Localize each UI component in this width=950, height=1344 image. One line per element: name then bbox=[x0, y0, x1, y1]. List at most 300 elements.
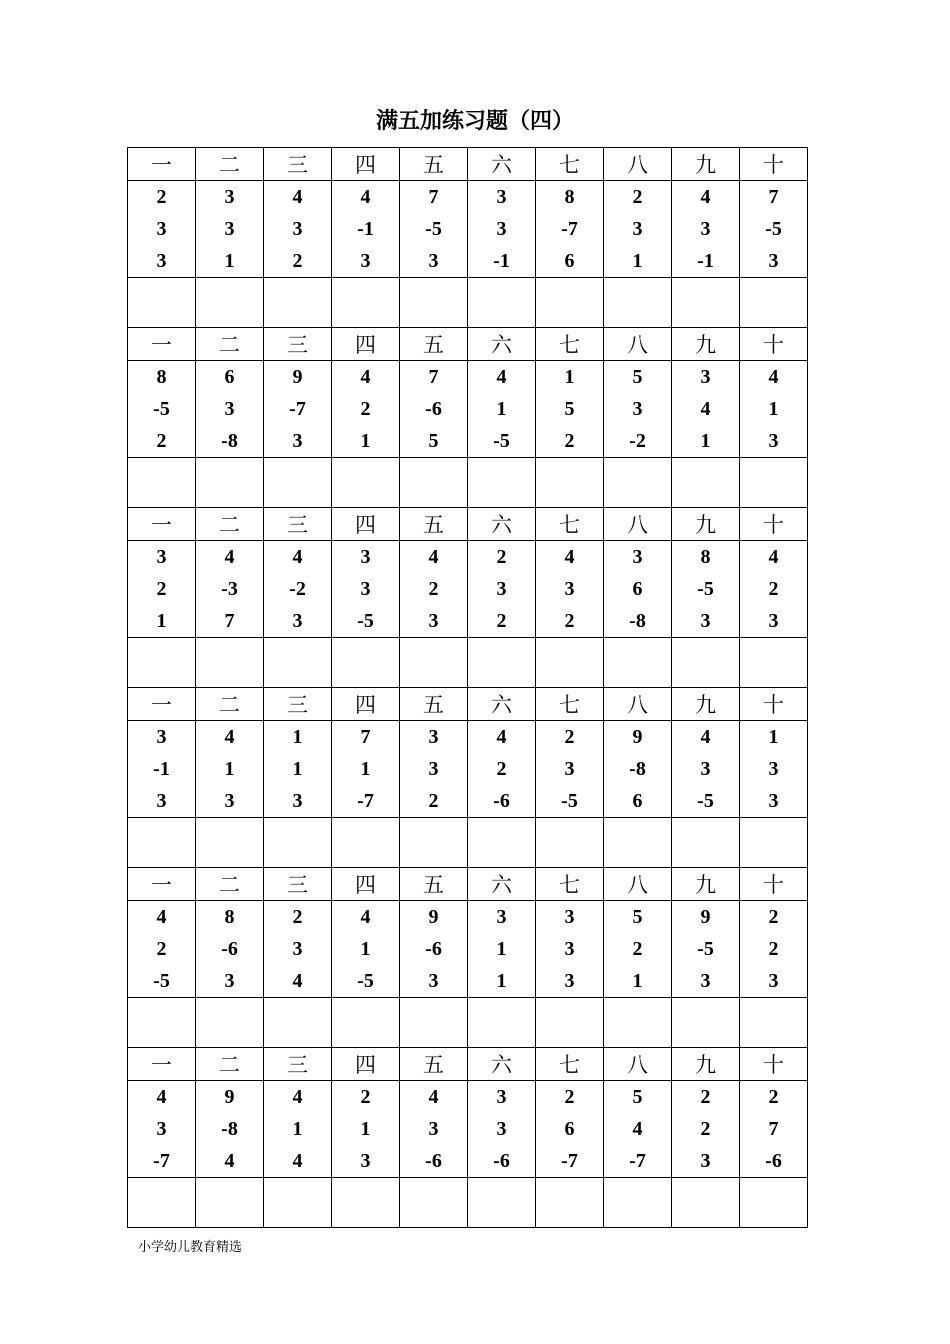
answer-cell[interactable] bbox=[264, 1178, 332, 1228]
answer-cell[interactable] bbox=[128, 458, 196, 508]
problem-number: 2 bbox=[496, 546, 507, 568]
problem-cell bbox=[400, 1081, 468, 1178]
problem-cell bbox=[468, 721, 536, 818]
problem-cell bbox=[332, 1081, 400, 1178]
problem-cell bbox=[196, 901, 264, 998]
problem-number: 4 bbox=[292, 546, 303, 568]
problem-number: -5 bbox=[561, 790, 578, 812]
answer-cell[interactable] bbox=[400, 818, 468, 868]
problem-number: 3 bbox=[564, 938, 575, 960]
problem-row bbox=[128, 721, 808, 818]
header-row bbox=[128, 148, 808, 181]
answer-cell[interactable] bbox=[740, 458, 808, 508]
problem-number: 1 bbox=[700, 430, 711, 452]
column-header: 四 bbox=[332, 1048, 400, 1081]
problem-number: 3 bbox=[428, 250, 439, 272]
answer-row bbox=[128, 1178, 808, 1228]
problem-number: 3 bbox=[292, 610, 303, 632]
problem-number: 3 bbox=[428, 1118, 439, 1140]
problem-row bbox=[128, 541, 808, 638]
problem-row bbox=[128, 181, 808, 278]
problem-number: 2 bbox=[768, 938, 779, 960]
answer-cell[interactable] bbox=[128, 278, 196, 328]
answer-cell[interactable] bbox=[468, 1178, 536, 1228]
answer-cell[interactable] bbox=[672, 818, 740, 868]
answer-cell[interactable] bbox=[536, 638, 604, 688]
problem-number: 3 bbox=[360, 250, 371, 272]
problem-number: 5 bbox=[632, 366, 643, 388]
column-header: 九 bbox=[672, 328, 740, 361]
footer-text: 小学幼儿教育精选 bbox=[138, 1240, 243, 1255]
problem-number: 1 bbox=[632, 970, 643, 992]
answer-cell[interactable] bbox=[740, 1178, 808, 1228]
problem-number: 4 bbox=[292, 970, 303, 992]
answer-cell[interactable] bbox=[468, 638, 536, 688]
column-header: 七 bbox=[536, 688, 604, 721]
problem-number: 9 bbox=[700, 906, 711, 928]
problem-cell bbox=[604, 901, 672, 998]
column-header: 七 bbox=[536, 328, 604, 361]
problem-number: 3 bbox=[768, 970, 779, 992]
answer-row bbox=[128, 638, 808, 688]
problem-number: 8 bbox=[156, 366, 167, 388]
problem-number: 3 bbox=[292, 938, 303, 960]
problem-cell bbox=[672, 361, 740, 458]
column-header: 九 bbox=[672, 868, 740, 901]
problem-number: 3 bbox=[496, 578, 507, 600]
problem-number: 6 bbox=[632, 790, 643, 812]
column-header: 十 bbox=[740, 508, 808, 541]
answer-cell[interactable] bbox=[672, 998, 740, 1048]
problem-number: 1 bbox=[768, 726, 779, 748]
answer-row bbox=[128, 998, 808, 1048]
problem-number: 4 bbox=[496, 366, 507, 388]
problem-cell bbox=[264, 181, 332, 278]
answer-cell[interactable] bbox=[740, 818, 808, 868]
problem-cell bbox=[128, 181, 196, 278]
problem-number: 7 bbox=[224, 610, 235, 632]
problem-number: 3 bbox=[156, 546, 167, 568]
problem-number: 4 bbox=[156, 906, 167, 928]
problem-number: 9 bbox=[292, 366, 303, 388]
problem-cell bbox=[264, 721, 332, 818]
column-header: 二 bbox=[196, 868, 264, 901]
problem-number: 2 bbox=[156, 186, 167, 208]
answer-cell[interactable] bbox=[672, 278, 740, 328]
problem-cell bbox=[400, 361, 468, 458]
problem-number: 9 bbox=[632, 726, 643, 748]
problem-number: 4 bbox=[292, 1086, 303, 1108]
problem-number: 1 bbox=[224, 250, 235, 272]
problem-cell bbox=[604, 1081, 672, 1178]
answer-cell[interactable] bbox=[740, 998, 808, 1048]
problem-number: 2 bbox=[156, 578, 167, 600]
answer-cell[interactable] bbox=[672, 638, 740, 688]
problem-number: -6 bbox=[493, 1150, 510, 1172]
problem-number: 1 bbox=[156, 610, 167, 632]
answer-cell[interactable] bbox=[536, 278, 604, 328]
problem-cell bbox=[196, 1081, 264, 1178]
problem-number: 3 bbox=[224, 398, 235, 420]
problem-number: 3 bbox=[496, 906, 507, 928]
answer-cell[interactable] bbox=[332, 818, 400, 868]
column-header: 二 bbox=[196, 148, 264, 181]
column-header: 五 bbox=[400, 328, 468, 361]
answer-cell[interactable] bbox=[672, 458, 740, 508]
answer-cell[interactable] bbox=[332, 998, 400, 1048]
problem-number: 4 bbox=[360, 906, 371, 928]
page-title: 满五加练习题（四） bbox=[375, 109, 574, 134]
column-header: 一 bbox=[128, 1048, 196, 1081]
problem-number: 7 bbox=[768, 1118, 779, 1140]
problem-number: -1 bbox=[153, 758, 170, 780]
answer-cell[interactable] bbox=[264, 458, 332, 508]
problem-number: 3 bbox=[224, 186, 235, 208]
problem-cell bbox=[332, 361, 400, 458]
problem-cell bbox=[672, 1081, 740, 1178]
problem-number: 3 bbox=[360, 578, 371, 600]
problem-number: 1 bbox=[768, 398, 779, 420]
problem-number: 8 bbox=[564, 186, 575, 208]
problem-cell bbox=[468, 361, 536, 458]
problem-number: 9 bbox=[428, 906, 439, 928]
problem-number: 2 bbox=[292, 250, 303, 272]
answer-cell[interactable] bbox=[332, 278, 400, 328]
answer-cell[interactable] bbox=[264, 638, 332, 688]
answer-cell[interactable] bbox=[196, 638, 264, 688]
problem-cell bbox=[672, 721, 740, 818]
problem-number: -5 bbox=[697, 790, 714, 812]
problem-number: 3 bbox=[156, 1118, 167, 1140]
problem-number: -2 bbox=[289, 578, 306, 600]
problem-cell bbox=[332, 721, 400, 818]
problem-number: 3 bbox=[428, 610, 439, 632]
problem-number: 6 bbox=[632, 578, 643, 600]
answer-cell[interactable] bbox=[468, 278, 536, 328]
column-header: 七 bbox=[536, 868, 604, 901]
problem-number: 3 bbox=[700, 366, 711, 388]
problem-number: -7 bbox=[153, 1150, 170, 1172]
problem-number: 2 bbox=[564, 726, 575, 748]
problem-cell bbox=[400, 721, 468, 818]
problem-number: -6 bbox=[221, 938, 238, 960]
answer-cell[interactable] bbox=[604, 818, 672, 868]
problem-number: -8 bbox=[221, 430, 238, 452]
column-header: 三 bbox=[264, 148, 332, 181]
problem-number: 3 bbox=[292, 790, 303, 812]
column-header: 八 bbox=[604, 148, 672, 181]
problem-cell bbox=[536, 901, 604, 998]
problem-cell bbox=[740, 181, 808, 278]
problem-number: 7 bbox=[768, 186, 779, 208]
answer-cell[interactable] bbox=[400, 638, 468, 688]
problem-cell bbox=[536, 1081, 604, 1178]
problem-number: 4 bbox=[564, 546, 575, 568]
problem-number: -1 bbox=[697, 250, 714, 272]
answer-cell[interactable] bbox=[604, 638, 672, 688]
problem-number: 2 bbox=[564, 1086, 575, 1108]
problem-number: 1 bbox=[360, 430, 371, 452]
problem-cell bbox=[468, 1081, 536, 1178]
problem-number: 1 bbox=[360, 758, 371, 780]
problem-number: 3 bbox=[700, 610, 711, 632]
column-header: 二 bbox=[196, 508, 264, 541]
column-header: 一 bbox=[128, 868, 196, 901]
answer-cell[interactable] bbox=[332, 638, 400, 688]
column-header: 十 bbox=[740, 148, 808, 181]
problem-number: -6 bbox=[425, 1150, 442, 1172]
problem-cell bbox=[128, 361, 196, 458]
problem-cell bbox=[332, 181, 400, 278]
problem-number: -5 bbox=[697, 938, 714, 960]
problem-cell bbox=[536, 721, 604, 818]
problem-number: 3 bbox=[496, 1086, 507, 1108]
answer-row bbox=[128, 458, 808, 508]
problem-number: 6 bbox=[564, 250, 575, 272]
problem-number: 2 bbox=[768, 1086, 779, 1108]
column-header: 三 bbox=[264, 328, 332, 361]
answer-cell[interactable] bbox=[400, 998, 468, 1048]
problem-number: 5 bbox=[428, 430, 439, 452]
problem-number: 2 bbox=[768, 906, 779, 928]
problem-number: -1 bbox=[493, 250, 510, 272]
answer-cell[interactable] bbox=[400, 458, 468, 508]
answer-cell[interactable] bbox=[740, 278, 808, 328]
answer-cell[interactable] bbox=[468, 998, 536, 1048]
problem-number: 1 bbox=[496, 938, 507, 960]
problem-number: -7 bbox=[561, 218, 578, 240]
problem-number: -5 bbox=[425, 218, 442, 240]
problem-number: 6 bbox=[564, 1118, 575, 1140]
problem-number: 5 bbox=[632, 1086, 643, 1108]
problem-cell bbox=[196, 721, 264, 818]
column-header: 六 bbox=[468, 688, 536, 721]
problem-number: 7 bbox=[360, 726, 371, 748]
answer-cell[interactable] bbox=[196, 458, 264, 508]
problem-number: 2 bbox=[632, 186, 643, 208]
problem-number: 4 bbox=[360, 366, 371, 388]
answer-row bbox=[128, 818, 808, 868]
column-header: 五 bbox=[400, 688, 468, 721]
answer-cell[interactable] bbox=[264, 818, 332, 868]
problem-number: 2 bbox=[360, 398, 371, 420]
column-header: 九 bbox=[672, 508, 740, 541]
answer-cell[interactable] bbox=[400, 278, 468, 328]
problem-number: 3 bbox=[768, 610, 779, 632]
problem-number: 2 bbox=[700, 1118, 711, 1140]
problem-number: 3 bbox=[156, 250, 167, 272]
problem-cell bbox=[400, 901, 468, 998]
problem-number: 1 bbox=[292, 726, 303, 748]
problem-number: 1 bbox=[292, 758, 303, 780]
problem-number: 3 bbox=[156, 790, 167, 812]
column-header: 二 bbox=[196, 1048, 264, 1081]
answer-cell[interactable] bbox=[400, 1178, 468, 1228]
problem-number: 3 bbox=[428, 970, 439, 992]
answer-cell[interactable] bbox=[672, 1178, 740, 1228]
column-header: 九 bbox=[672, 688, 740, 721]
problem-number: 3 bbox=[496, 186, 507, 208]
problem-number: -5 bbox=[357, 610, 374, 632]
problem-number: 1 bbox=[632, 250, 643, 272]
problem-number: 2 bbox=[564, 610, 575, 632]
problem-number: 1 bbox=[292, 1118, 303, 1140]
problem-row bbox=[128, 1081, 808, 1178]
problem-number: 2 bbox=[360, 1086, 371, 1108]
problem-number: 4 bbox=[224, 726, 235, 748]
answer-cell[interactable] bbox=[128, 818, 196, 868]
column-header: 一 bbox=[128, 328, 196, 361]
column-header: 六 bbox=[468, 148, 536, 181]
problem-number: -7 bbox=[289, 398, 306, 420]
problem-number: -5 bbox=[493, 430, 510, 452]
answer-cell[interactable] bbox=[196, 1178, 264, 1228]
problem-cell bbox=[604, 721, 672, 818]
problem-cell bbox=[740, 721, 808, 818]
column-header: 三 bbox=[264, 868, 332, 901]
problem-number: 4 bbox=[700, 186, 711, 208]
problem-number: 3 bbox=[224, 218, 235, 240]
answer-cell[interactable] bbox=[264, 278, 332, 328]
problem-number: 3 bbox=[700, 758, 711, 780]
problem-number: -8 bbox=[221, 1118, 238, 1140]
answer-cell[interactable] bbox=[604, 998, 672, 1048]
column-header: 四 bbox=[332, 508, 400, 541]
header-row bbox=[128, 868, 808, 901]
column-header: 七 bbox=[536, 148, 604, 181]
answer-cell[interactable] bbox=[604, 278, 672, 328]
column-header: 九 bbox=[672, 148, 740, 181]
column-header: 十 bbox=[740, 868, 808, 901]
problem-number: 1 bbox=[496, 398, 507, 420]
answer-cell[interactable] bbox=[536, 1178, 604, 1228]
problem-cell bbox=[740, 361, 808, 458]
problem-number: -5 bbox=[765, 218, 782, 240]
problem-cell bbox=[196, 541, 264, 638]
problem-number: -5 bbox=[357, 970, 374, 992]
problem-number: -6 bbox=[765, 1150, 782, 1172]
answer-cell[interactable] bbox=[468, 458, 536, 508]
problem-cell bbox=[264, 901, 332, 998]
problem-number: -5 bbox=[153, 970, 170, 992]
problem-number: 3 bbox=[292, 430, 303, 452]
problem-number: 4 bbox=[428, 546, 439, 568]
column-header: 十 bbox=[740, 328, 808, 361]
problem-cell bbox=[332, 541, 400, 638]
problem-cell bbox=[536, 181, 604, 278]
answer-cell[interactable] bbox=[536, 458, 604, 508]
answer-cell[interactable] bbox=[536, 998, 604, 1048]
problem-number: -6 bbox=[425, 938, 442, 960]
column-header: 二 bbox=[196, 328, 264, 361]
problem-number: 4 bbox=[768, 366, 779, 388]
problem-number: 6 bbox=[224, 366, 235, 388]
answer-cell[interactable] bbox=[468, 818, 536, 868]
answer-cell[interactable] bbox=[536, 818, 604, 868]
problem-cell bbox=[536, 361, 604, 458]
problem-number: 1 bbox=[224, 758, 235, 780]
problem-number: -5 bbox=[697, 578, 714, 600]
problem-number: -3 bbox=[221, 578, 238, 600]
problem-number: 3 bbox=[564, 758, 575, 780]
answer-cell[interactable] bbox=[196, 278, 264, 328]
column-header: 六 bbox=[468, 508, 536, 541]
column-header: 五 bbox=[400, 1048, 468, 1081]
answer-cell[interactable] bbox=[740, 638, 808, 688]
problem-cell bbox=[604, 181, 672, 278]
problem-cell bbox=[536, 541, 604, 638]
problem-number: 2 bbox=[700, 1086, 711, 1108]
problem-number: 2 bbox=[496, 610, 507, 632]
problem-number: 2 bbox=[768, 578, 779, 600]
answer-cell[interactable] bbox=[332, 1178, 400, 1228]
column-header: 八 bbox=[604, 328, 672, 361]
problem-number: 4 bbox=[292, 1150, 303, 1172]
problem-number: 3 bbox=[292, 218, 303, 240]
problem-cell bbox=[740, 901, 808, 998]
problem-number: 1 bbox=[360, 1118, 371, 1140]
problem-row bbox=[128, 361, 808, 458]
answer-cell[interactable] bbox=[196, 998, 264, 1048]
column-header: 八 bbox=[604, 508, 672, 541]
problem-number: 3 bbox=[360, 546, 371, 568]
problem-cell bbox=[128, 541, 196, 638]
problem-number: 3 bbox=[224, 790, 235, 812]
answer-cell[interactable] bbox=[604, 1178, 672, 1228]
problem-cell bbox=[400, 541, 468, 638]
column-header: 八 bbox=[604, 688, 672, 721]
answer-cell[interactable] bbox=[128, 638, 196, 688]
problem-number: 4 bbox=[700, 726, 711, 748]
problem-cell bbox=[672, 181, 740, 278]
problem-number: 7 bbox=[428, 366, 439, 388]
problem-number: -8 bbox=[629, 610, 646, 632]
problem-number: -2 bbox=[629, 430, 646, 452]
problem-number: 3 bbox=[700, 1150, 711, 1172]
column-header: 八 bbox=[604, 868, 672, 901]
answer-row bbox=[128, 278, 808, 328]
problem-number: 3 bbox=[428, 726, 439, 748]
answer-cell[interactable] bbox=[196, 818, 264, 868]
answer-cell[interactable] bbox=[604, 458, 672, 508]
problem-number: -7 bbox=[629, 1150, 646, 1172]
problem-number: 4 bbox=[428, 1086, 439, 1108]
exercise-table bbox=[127, 147, 808, 1228]
problem-cell bbox=[604, 361, 672, 458]
problem-number: 3 bbox=[564, 578, 575, 600]
column-header: 九 bbox=[672, 1048, 740, 1081]
problem-number: 3 bbox=[496, 218, 507, 240]
answer-cell[interactable] bbox=[128, 998, 196, 1048]
problem-number: 8 bbox=[224, 906, 235, 928]
problem-number: -7 bbox=[561, 1150, 578, 1172]
column-header: 八 bbox=[604, 1048, 672, 1081]
problem-number: 1 bbox=[360, 938, 371, 960]
problem-number: 2 bbox=[156, 430, 167, 452]
problem-number: 3 bbox=[768, 790, 779, 812]
problem-cell bbox=[468, 181, 536, 278]
answer-cell[interactable] bbox=[332, 458, 400, 508]
problem-cell bbox=[128, 721, 196, 818]
answer-cell[interactable] bbox=[128, 1178, 196, 1228]
problem-cell bbox=[672, 541, 740, 638]
answer-cell[interactable] bbox=[264, 998, 332, 1048]
column-header: 三 bbox=[264, 688, 332, 721]
problem-number: 3 bbox=[564, 970, 575, 992]
problem-number: 3 bbox=[496, 1118, 507, 1140]
column-header: 七 bbox=[536, 508, 604, 541]
problem-cell bbox=[332, 901, 400, 998]
